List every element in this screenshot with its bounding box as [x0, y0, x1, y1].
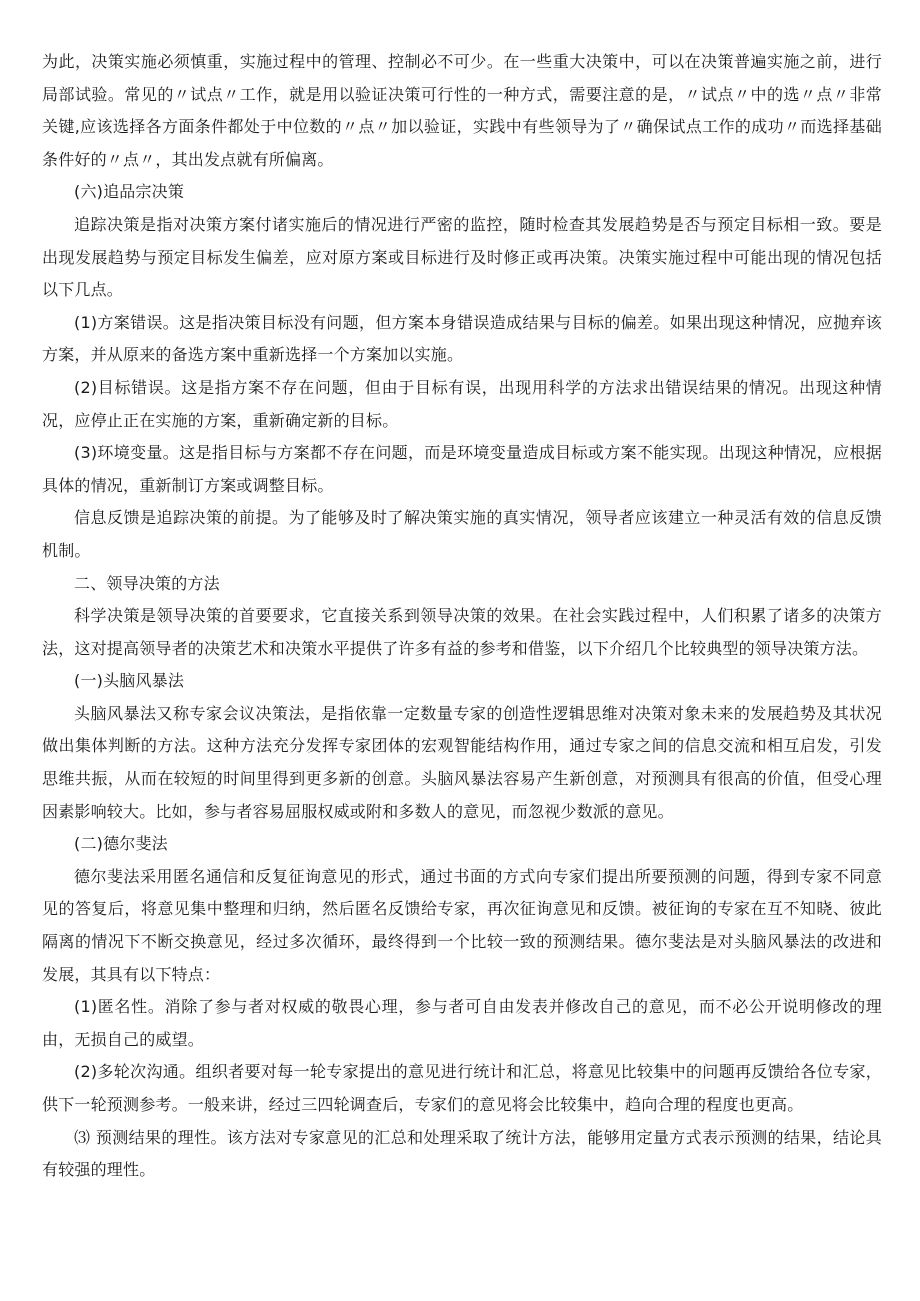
paragraph-delphi: 德尔斐法采用匿名通信和反复征询意见的形式，通过书面的方式向专家们提出所要预测的问题，得到专家不同意见的答复后，将意见集中整理和归纳，然后匿名反馈给专家，再次征询意见和反馈。被征询的专家在互不知晓、彼此隔离的情况下不断交换意见，经过多次循环，最终得到一个比较一致的预测结果。德尔斐法是对头脑风暴法的改进和发展，其具有以下特点：	[42, 866, 882, 984]
paragraph-plan-error: (1)方案错误。这是指决策目标没有问题，但方案本身错误造成结果与目标的偏差。如果出现这种情况，应抛弃该方案，并从原来的备选方案中重新选择一个方案加以实施。	[42, 312, 882, 365]
section-heading-decision-methods: 二、领导决策的方法	[74, 573, 220, 593]
paragraph-brainstorming: 头脑风暴法又称专家会议决策法，是指依靠一定数量专家的创造性逻辑思维对决策对象未来的发展趋势及其状况做出集体判断的方法。这种方法充分发挥专家团体的宏观智能结构作用，通过专家之间的信息交流和相互启发，引发思维共振，从而在较短的时间里得到更多新的创意。头脑风暴法容易产生新创意，对预测具有很高的价值，但受心理因素影响较大。比如，参与者容易屈服权威或附和多数人的意见，而忽视少数派的意见。	[42, 703, 882, 821]
paragraph-continuation: 为此，决策实施必须慎重，实施过程中的管理、控制必不可少。在一些重大决策中，可以在决策普遍实施之前，进行局部试验。常见的〃试点〃工作，就是用以验证决策可行性的一种方式，需要注意的是，〃试点〃中的选〃点〃非常关键,应该选择各方面条件都处于中位数的〃点〃加以验证，实践中有些领导为了〃确保试点工作的成功〃而选择基础条件好的〃点〃，其出发点就有所偏离。	[42, 52, 882, 169]
section-heading-delphi: (二)德尔斐法	[74, 834, 168, 854]
paragraph-tracking-definition: 追踪决策是指对决策方案付诸实施后的情况进行严密的监控，随时检查其发展趋势是否与预定目标相一致。要是出现发展趋势与预定目标发生偏差，应对原方案或目标进行及时修正或再决策。决策实施过程中可能出现的情况包括以下几点。	[42, 214, 882, 300]
section-heading-brainstorming: (一)头脑风暴法	[74, 671, 185, 691]
paragraph-feedback: 信息反馈是追踪决策的前提。为了能够及时了解决策实施的真实情况，领导者应该建立一种灵活有效的信息反馈机制。	[42, 508, 882, 560]
paragraph-anonymity: (1)匿名性。消除了参与者对权威的敬畏心理，参与者可自由发表并修改自己的意见，而不必公开说明修改的理由，无损自己的威望。	[42, 997, 882, 1049]
paragraph-goal-error: (2)目标错误。这是指方案不存在问题，但由于目标有误，出现用科学的方法求出错误结果的情况。出现这种情况，应停止正在实施的方案，重新确定新的目标。	[42, 377, 882, 430]
paragraph-rationality: ⑶ 预测结果的理性。该方法对专家意见的汇总和处理采取了统计方法，能够用定量方式表示预测的结果，结论具有较强的理性。	[42, 1127, 882, 1180]
paragraph-environment-variable: (3)环境变量。这是指目标与方案都不存在问题，而是环境变量造成目标或方案不能实现。出现这种情况，应根据具体的情况，重新制订方案或调整目标。	[42, 443, 882, 495]
section-heading-tracking-decision: (六)追品宗决策	[74, 182, 185, 202]
paragraph-scientific-decision: 科学决策是领导决策的首要要求，它直接关系到领导决策的效果。在社会实践过程中，人们积累了诸多的决策方法，这对提高领导者的决策艺术和决策水平提供了许多有益的参考和借鉴，以下介绍几个比较典型的领导决策方法。	[42, 606, 882, 658]
document-page	[42, 46, 882, 1187]
paragraph-multi-round: (2)多轮次沟通。组织者要对每一轮专家提出的意见进行统计和汇总，将意见比较集中的问题再反馈给各位专家，供下一轮预测参考。一般来讲，经过三四轮调查后，专家们的意见将会比较集中，趋向合理的程度也更高。	[42, 1062, 882, 1114]
